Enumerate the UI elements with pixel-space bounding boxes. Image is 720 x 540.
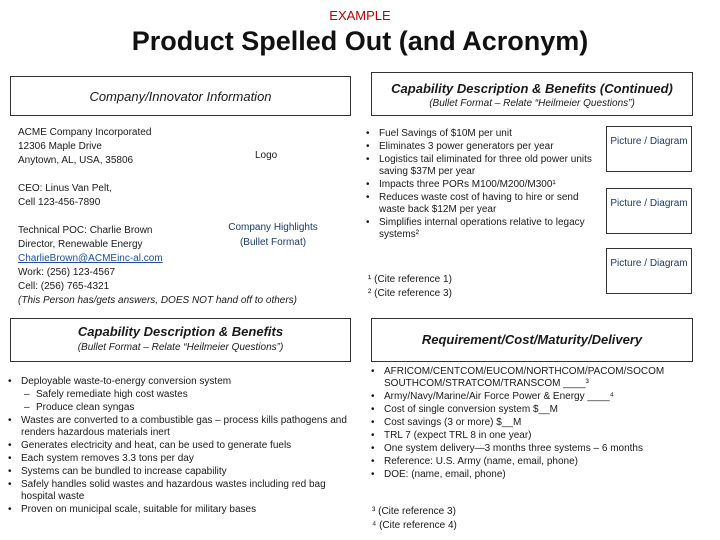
list-subitem: – Produce clean syngas (8, 402, 353, 414)
ceo-line: CEO: Linus Van Pelt, (18, 183, 112, 194)
ceo-phone: Cell 123-456-7890 (18, 197, 101, 208)
list-item: • AFRICOM/CENTCOM/EUCOM/NORTHCOM/PACOM/SOCOM SOUTHCOM/STRATCOM/TRANSCOM ____³ (371, 366, 701, 390)
list-item: • Army/Navy/Marine/Air Force Power & Energy ____⁴ (371, 391, 701, 403)
capability-header-box (10, 318, 351, 362)
capability-list (8, 376, 353, 517)
capability-subheading: (Bullet Format – Relate “Heilmeier Questions”) (77, 342, 284, 353)
reference-line: ² (Cite reference 3) (368, 288, 452, 299)
list-item: • Cost savings (3 or more) $__M (371, 417, 701, 429)
capability-references (368, 273, 452, 301)
example-label: EXAMPLE (329, 8, 391, 23)
company-info (18, 126, 348, 308)
capability-continued-list (366, 128, 604, 242)
list-item: • Systems can be bundled to increase capability (8, 466, 353, 478)
address-line: ACME Company Incorporated (18, 127, 152, 138)
poc-title: Director, Renewable Energy (18, 239, 143, 250)
highlights-title: Company Highlights (228, 222, 318, 233)
requirement-header-box (371, 318, 693, 362)
list-item: • Cost of single conversion system $__M (371, 404, 701, 416)
list-item: • One system delivery—3 months three systems – 6 months (371, 443, 701, 455)
list-item: • Generates electricity and heat, can be used to generate fuels (8, 440, 353, 452)
list-item: • Reference: U.S. Army (name, email, phone) (371, 456, 701, 468)
reference-line: ³ (Cite reference 3) (372, 506, 456, 517)
company-heading: Company/Innovator Information (89, 89, 272, 104)
company-highlights (218, 220, 328, 250)
company-header-box (10, 76, 351, 116)
reference-line: ¹ (Cite reference 1) (368, 274, 452, 285)
list-item: • Simplifies internal operations relative to legacy systems² (366, 217, 604, 241)
poc-note: (This Person has/gets answers, DOES NOT hand off to others) (18, 295, 298, 306)
poc-email-link[interactable]: CharlieBrown@ACMEinc-al.com (18, 253, 163, 264)
capability-continued-header-box (371, 72, 693, 116)
list-item: • Impacts three PORs M100/M200/M300¹ (366, 179, 604, 191)
capability-continued-subheading: (Bullet Format – Relate “Heilmeier Questions”) (429, 98, 635, 109)
page-title: Product Spelled Out (and Acronym) (131, 26, 589, 56)
reference-line: ⁴ (Cite reference 4) (372, 520, 457, 531)
requirement-references (372, 505, 457, 533)
picture-diagram-placeholder: Picture / Diagram (606, 248, 692, 294)
list-item: • Eliminates 3 power generators per year (366, 141, 604, 153)
address-line: Anytown, AL, USA, 35806 (18, 155, 134, 166)
list-item: • Fuel Savings of $10M per unit (366, 128, 604, 140)
logo-placeholder: Logo (255, 150, 278, 161)
list-item: • Logistics tail eliminated for three old power units saving $37M per year (366, 154, 604, 178)
requirement-heading: Requirement/Cost/Maturity/Delivery (421, 332, 643, 347)
list-item: • Safely handles solid wastes and hazardous wastes including red bag hospital waste (8, 479, 353, 503)
poc-work-phone: Work: (256) 123-4567 (18, 267, 116, 278)
list-item: • Reduces waste cost of having to hire or send waste back $12M per year (366, 192, 604, 216)
poc-line: Technical POC: Charlie Brown (18, 225, 153, 236)
address-line: 12306 Maple Drive (18, 141, 102, 152)
list-item: • Each system removes 3.3 tons per day (8, 453, 353, 465)
picture-diagram-placeholder: Picture / Diagram (606, 188, 692, 234)
requirement-list (371, 366, 701, 482)
list-item: • TRL 7 (expect TRL 8 in one year) (371, 430, 701, 442)
list-item: • Deployable waste-to-energy conversion system (8, 376, 353, 388)
picture-diagram-placeholder: Picture / Diagram (606, 126, 692, 172)
list-item: • Proven on municipal scale, suitable for military bases (8, 504, 353, 516)
list-item: • Wastes are converted to a combustible gas – process kills pathogens and renders hazardous materials inert (8, 415, 353, 439)
highlights-subtitle: (Bullet Format) (239, 237, 307, 248)
capability-heading: Capability Description & Benefits (77, 324, 284, 339)
capability-continued-heading: Capability Description & Benefits (Continued) (391, 81, 673, 96)
list-subitem: – Safely remediate high cost wastes (8, 389, 353, 401)
poc-cell-phone: Cell: (256) 765-4321 (18, 281, 110, 292)
list-item: • DOE: (name, email, phone) (371, 469, 701, 481)
